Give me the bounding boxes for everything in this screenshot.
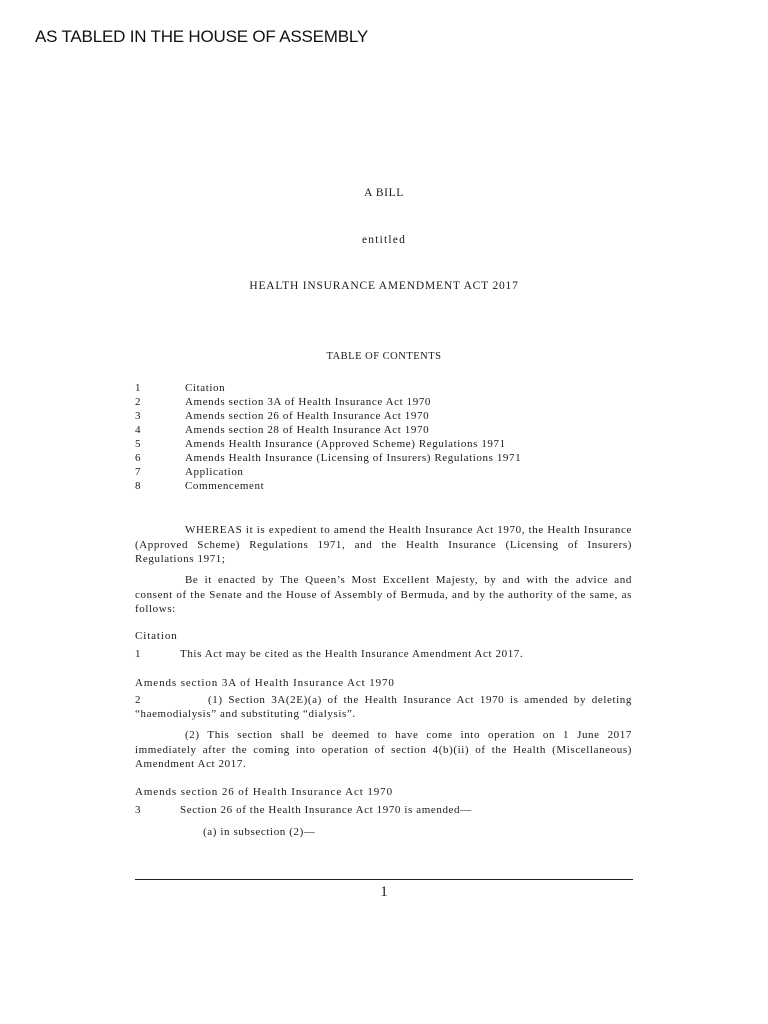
section-2-heading: Amends section 3A of Health Insurance Act 1970 [135,677,395,689]
toc-item-text: Amends section 26 of Health Insurance Act 1970 [185,410,430,422]
enacting-paragraph: Be it enacted by The Queen’s Most Excellent Majesty, by and with the advice and consent of the Senate and the House of Assembly of Bermuda, and by the authority of the same, as follows: [135,574,632,615]
toc-item-text: Application [185,466,244,478]
section-text: “haemodialysis” and substituting “dialysis”. [135,708,356,720]
toc-item-number: 7 [135,466,142,478]
toc-item-number: 6 [135,452,142,464]
section-1-heading: Citation [135,630,178,642]
toc-item-number: 5 [135,438,142,450]
section-number: 3 [135,804,142,816]
entitled-label: entitled [361,234,407,246]
section-3-heading: Amends section 26 of Health Insurance Act 1970 [135,786,393,798]
section-2-sub-2: (2) This section shall be deemed to have come into operation on 1 June 2017 immediately after the coming into operation of section 4(b)(ii) of the Health (Miscellaneous) Amendment Act 2017. [135,729,632,770]
section-number: 1 [135,648,142,660]
bill-label: A BILL [364,187,404,199]
page-number: 1 [380,884,388,900]
section-number: 2 [135,694,142,706]
toc-item-text: Amends section 28 of Health Insurance Act 1970 [185,424,430,436]
document-status-header: AS TABLED IN THE HOUSE OF ASSEMBLY [35,27,368,46]
toc-item-number: 3 [135,410,142,422]
section-text: This Act may be cited as the Health Insurance Amendment Act 2017. [180,648,524,660]
toc-item-text: Commencement [185,480,265,492]
toc-item-text: Amends Health Insurance (Approved Scheme) Regulations 1971 [185,438,506,450]
toc-item-number: 2 [135,396,142,408]
act-title: HEALTH INSURANCE AMENDMENT ACT 2017 [249,280,519,292]
section-text: (1) Section 3A(2E)(a) of the Health Insurance Act 1970 is amended by deleting [208,694,632,706]
toc-title: TABLE OF CONTENTS [326,351,442,362]
toc-item-text: Citation [185,382,226,394]
toc-item-number: 4 [135,424,142,436]
toc-item-number: 1 [135,382,142,394]
section-text: Section 26 of the Health Insurance Act 1970 is amended— [180,804,472,816]
toc-item-text: Amends Health Insurance (Licensing of Insurers) Regulations 1971 [185,452,522,464]
toc-item-number: 8 [135,480,142,492]
section-text: (a) in subsection (2)— [203,826,316,838]
footer-divider [135,879,633,880]
whereas-paragraph: WHEREAS it is expedient to amend the Health Insurance Act 1970, the Health Insurance (Approved Scheme) Regulations 1971, and the Health Insurance (Licensing of Insurers) Regulations 1971; [135,524,632,565]
toc-item-text: Amends section 3A of Health Insurance Act 1970 [185,396,432,408]
